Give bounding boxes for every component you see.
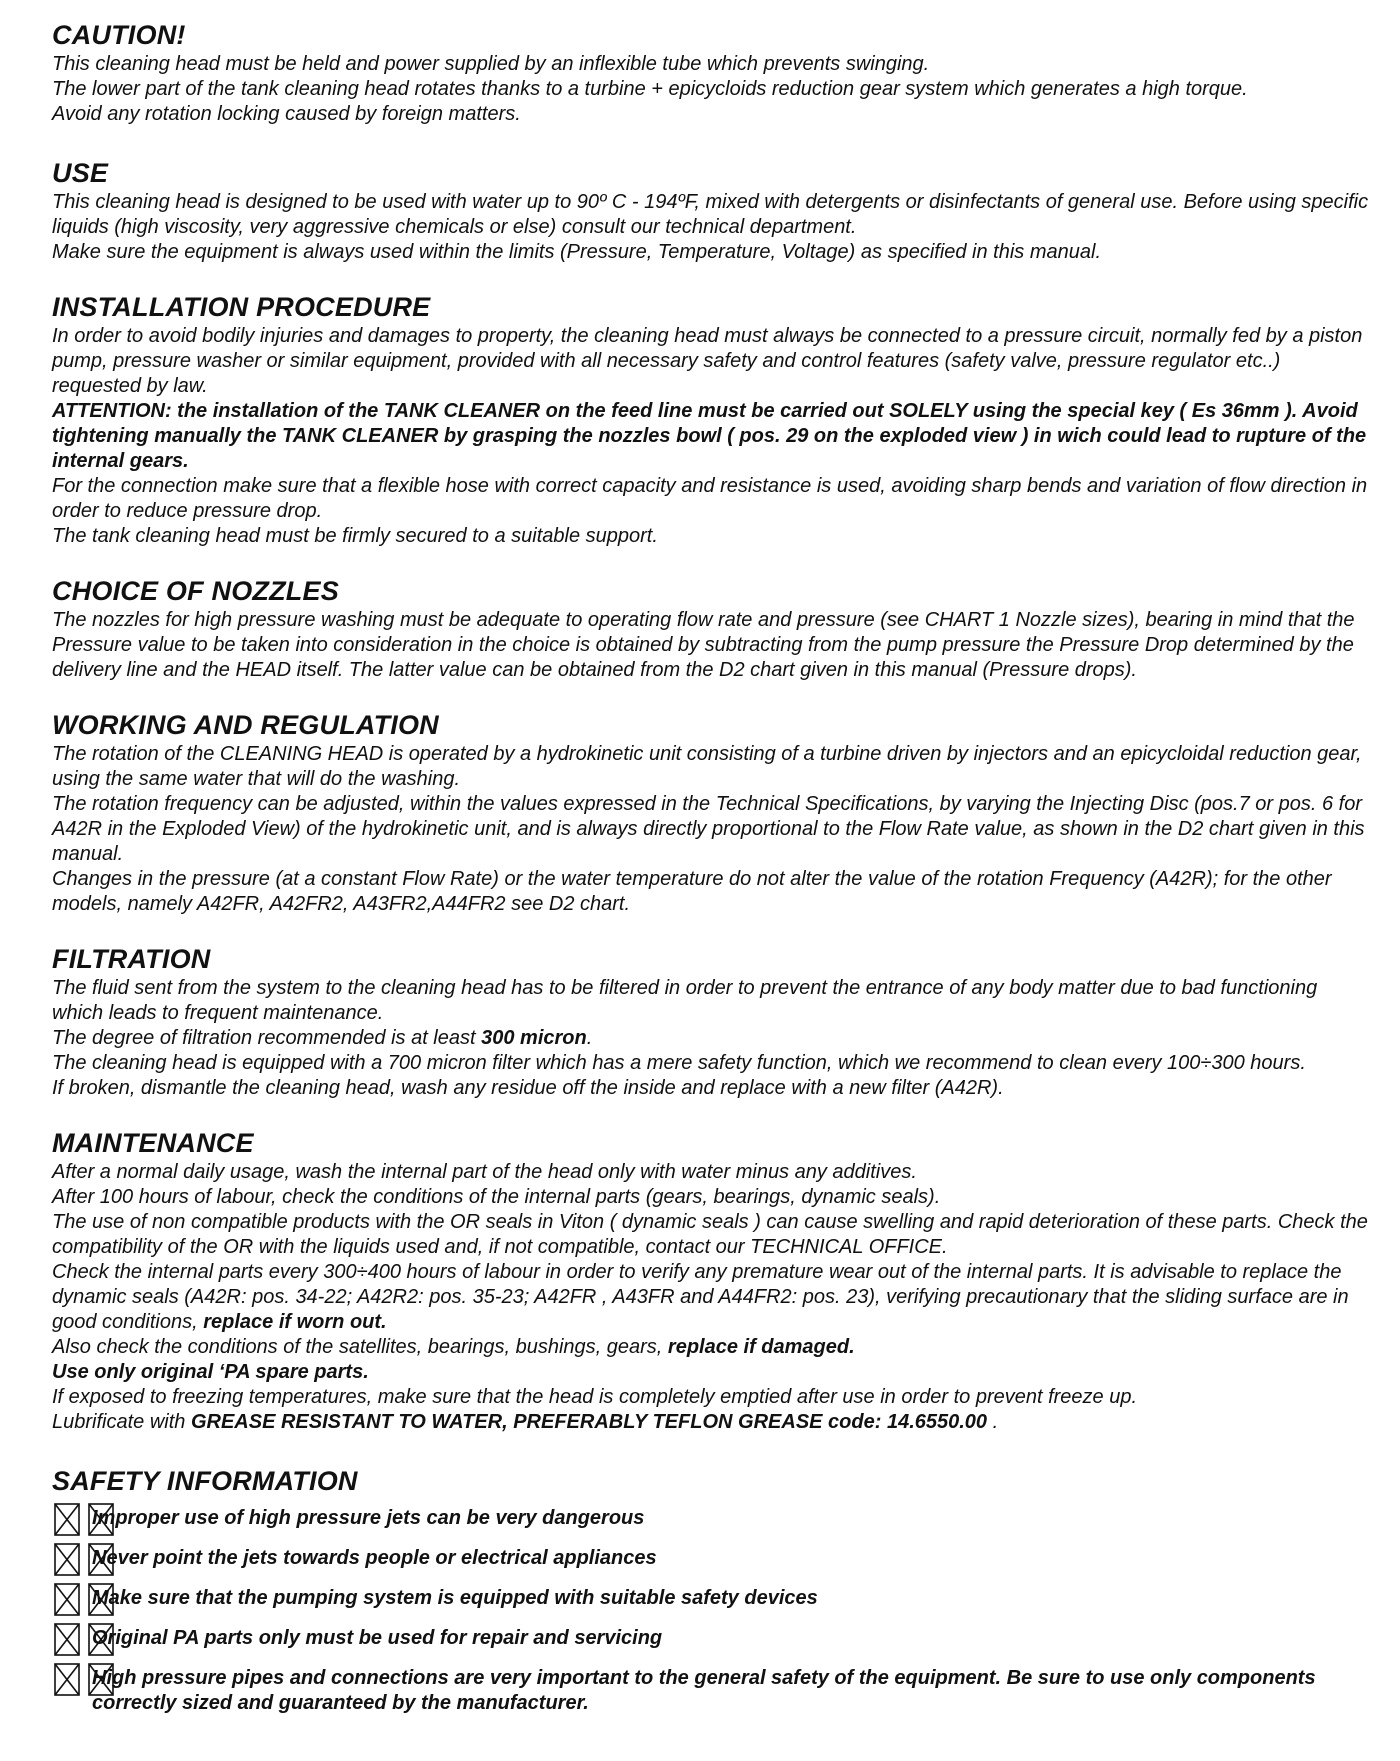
maintenance-paragraph-7: If exposed to freezing temperatures, make sure that the head is completely emptied after use in order to prevent freeze up.: [52, 1386, 1138, 1408]
maintenance-replace-worn: replace if worn out.: [203, 1311, 387, 1333]
working-line-3: Changes in the pressure (at a constant Flow Rate) or the water temperature do not alter the value of the rotation Frequency (A42R); for the other models, namely A42FR, A42FR2, A43FR2,A44FR2 see D2 chart.: [52, 868, 1332, 915]
maintenance-paragraph-4: [52, 1260, 1372, 1335]
document-page: [52, 18, 1372, 1716]
safety-item-text: Never point the jets towards people or electrical appliances: [92, 1547, 657, 1569]
maintenance-replace-damaged: replace if damaged.: [667, 1336, 855, 1358]
caution-heading: CAUTION!: [52, 20, 186, 50]
caution-line-1: This cleaning head must be held and power supplied by an inflexible tube which prevents swinging.: [52, 53, 930, 75]
crossed-box-icon: [54, 1503, 118, 1537]
installation-paragraph-2: For the connection make sure that a flexible hose with correct capacity and resistance is used, avoiding sharp bends and variation of flow direction in order to reduce pressure drop.: [52, 475, 1368, 522]
installation-paragraph-1: In order to avoid bodily injuries and damages to property, the cleaning head must always be connected to a pressure circuit, normally fed by a piston pump, pressure washer or similar equipment, provided with all necessary safety and control features (safety valve, pressure regulator etc..) requested by law.: [52, 325, 1363, 397]
use-line-1: This cleaning head is designed to be used with water up to 90º C - 194ºF, mixed with detergents or disinfectants of general use. Before using specific liquids (high viscosity, very aggressive chemicals or else) consult our technical department.: [52, 191, 1369, 238]
working-line-1: The rotation of the CLEANING HEAD is operated by a hydrokinetic unit consisting of a turbine driven by injectors and an epicycloidal reduction gear, using the same water that will do the washing.: [52, 743, 1362, 790]
safety-item: [52, 1543, 1372, 1578]
crossed-box-icon: [54, 1623, 118, 1657]
filtration-paragraph-3: The cleaning head is equipped with a 700 micron filter which has a mere safety function, which we recommend to clean every 100÷300 hours.: [52, 1052, 1306, 1074]
safety-item-text: Improper use of high pressure jets can be very dangerous: [92, 1507, 645, 1529]
installation-heading: INSTALLATION PROCEDURE: [52, 292, 431, 322]
maintenance-check-text: Check the internal parts every 300÷400 hours of labour in order to verify any premature wear out of the internal parts. It is advisable to replace the dynamic seals (A42R: pos. 34-22; A42R2: pos. 35-23; A42FR , A43FR and A44FR2: pos. 23), verifying precautionary that the sliding surface are in good conditions,: [52, 1261, 1349, 1333]
caution-section: [52, 18, 1372, 127]
caution-line-3: Avoid any rotation locking caused by foreign matters.: [52, 103, 521, 125]
installation-paragraph-3: The tank cleaning head must be firmly secured to a suitable support.: [52, 525, 658, 547]
maintenance-heading: MAINTENANCE: [52, 1128, 254, 1158]
use-section: [52, 156, 1372, 265]
maintenance-lubricate-text: Lubrificate with: [52, 1411, 191, 1433]
working-section: [52, 708, 1372, 917]
maintenance-paragraph-3: The use of non compatible products with the OR seals in Viton ( dynamic seals ) can cause swelling and rapid deterioration of these parts. Check the compatibility of the OR with the liquids used and, if not compatible, contact our TECHNICAL OFFICE.: [52, 1211, 1368, 1258]
working-heading: WORKING AND REGULATION: [52, 710, 439, 740]
filtration-paragraph-2: [52, 1026, 1372, 1051]
safety-item: [52, 1503, 1372, 1538]
crossed-box-icon: [54, 1583, 118, 1617]
nozzles-heading: CHOICE OF NOZZLES: [52, 576, 339, 606]
working-line-2: The rotation frequency can be adjusted, within the values expressed in the Technical Specifications, by varying the Injecting Disc (pos.7 or pos. 6 for A42R in the Exploded View) of the hydrokinetic unit, and is always directly proportional to the Flow Rate value, as shown in the D2 chart given in this manual.: [52, 793, 1365, 865]
maintenance-satellites-text: Also check the conditions of the satellites, bearings, bushings, gears,: [52, 1336, 668, 1358]
filtration-paragraph-1: The fluid sent from the system to the cleaning head has to be filtered in order to prevent the entrance of any body matter due to bad functioning which leads to frequent maintenance.: [52, 977, 1318, 1024]
filtration-degree-value: 300 micron: [481, 1027, 587, 1049]
filtration-paragraph-4: If broken, dismantle the cleaning head, wash any residue off the inside and replace with a new filter (A42R).: [52, 1077, 1004, 1099]
crossed-box-icon: [54, 1663, 118, 1697]
maintenance-section: [52, 1126, 1372, 1435]
crossed-box-icon: [54, 1543, 118, 1577]
safety-item-text: Make sure that the pumping system is equipped with suitable safety devices: [92, 1587, 818, 1609]
maintenance-paragraph-2: After 100 hours of labour, check the conditions of the internal parts (gears, bearings, dynamic seals).: [52, 1186, 941, 1208]
maintenance-grease-code: GREASE RESISTANT TO WATER, PREFERABLY TEFLON GREASE code: 14.6550.00: [190, 1411, 988, 1433]
maintenance-paragraph-8: [52, 1410, 1372, 1435]
safety-item: [52, 1623, 1372, 1658]
filtration-degree-text: The degree of filtration recommended is at least: [52, 1027, 482, 1049]
nozzles-section: [52, 574, 1372, 683]
maintenance-original-parts: Use only original ‘PA spare parts.: [52, 1361, 369, 1383]
nozzles-paragraph: The nozzles for high pressure washing must be adequate to operating flow rate and pressure (see CHART 1 Nozzle sizes), bearing in mind that the Pressure value to be taken into consideration in the choice is obtained by subtracting from the pump pressure the Pressure Drop determined by the delivery line and the HEAD itself. The latter value can be obtained from the D2 chart given in this manual (Pressure drops).: [52, 609, 1355, 681]
filtration-degree-end: .: [586, 1027, 593, 1049]
use-line-2: Make sure the equipment is always used within the limits (Pressure, Temperature, Voltage) as specified in this manual.: [52, 241, 1102, 263]
safety-item: [52, 1663, 1372, 1716]
use-heading: USE: [52, 158, 109, 188]
safety-heading: SAFETY INFORMATION: [52, 1466, 358, 1496]
safety-item-text: Original PA parts only must be used for repair and servicing: [92, 1627, 663, 1649]
filtration-heading: FILTRATION: [52, 944, 211, 974]
maintenance-paragraph-1: After a normal daily usage, wash the internal part of the head only with water minus any additives.: [52, 1161, 917, 1183]
installation-section: [52, 290, 1372, 549]
safety-list: [52, 1503, 1372, 1716]
safety-item: [52, 1583, 1372, 1618]
safety-item-text: High pressure pipes and connections are very important to the general safety of the equipment. Be sure to use only components correctly sized and guaranteed by the manufacturer.: [92, 1667, 1316, 1714]
safety-section: [52, 1464, 1372, 1716]
filtration-section: [52, 942, 1372, 1101]
caution-line-2: The lower part of the tank cleaning head rotates thanks to a turbine + epicycloids reduction gear system which generates a high torque.: [52, 78, 1248, 100]
maintenance-paragraph-5: [52, 1335, 1372, 1360]
installation-attention: ATTENTION: the installation of the TANK CLEANER on the feed line must be carried out SOLELY using the special key ( Es 36mm ). Avoid tightening manually the TANK CLEANER by grasping the nozzles bowl ( pos. 29 on the exploded view ) in wich could lead to rupture of the internal gears.: [52, 400, 1367, 472]
maintenance-lubricate-end: .: [987, 1411, 999, 1433]
